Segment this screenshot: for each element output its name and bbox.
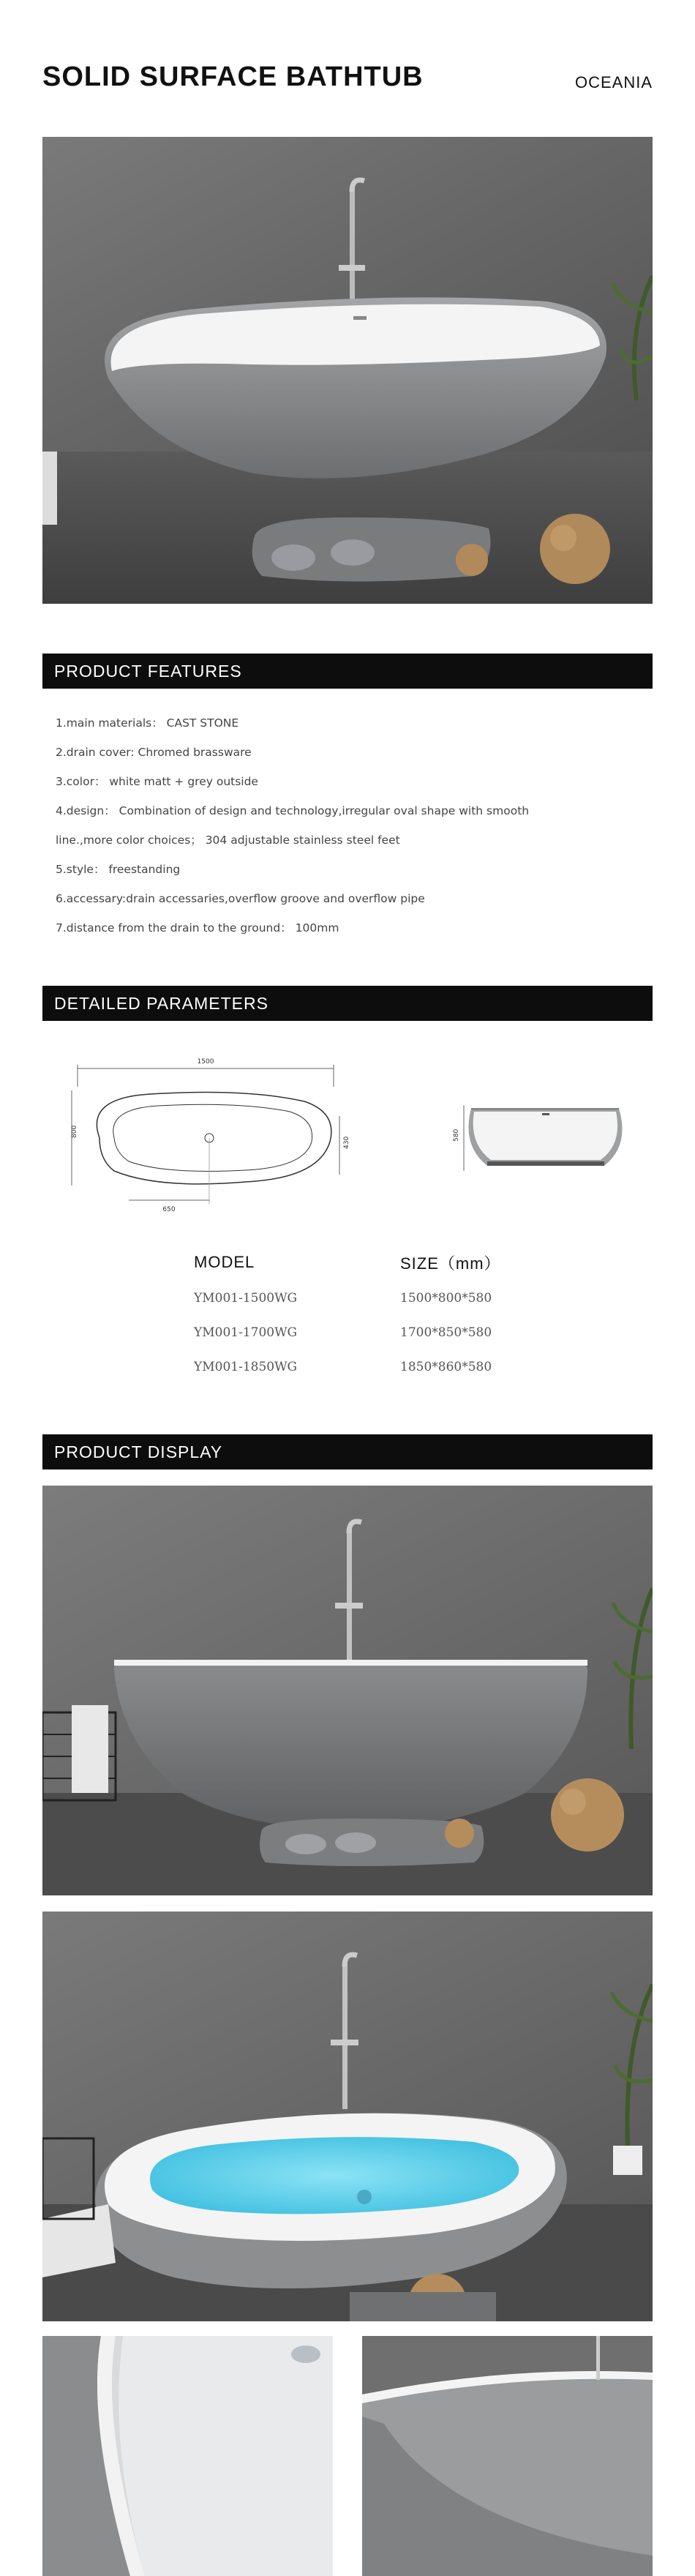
height-dimension-label: 800 [71, 1125, 78, 1138]
side-height-dimension-label: 580 [453, 1128, 460, 1142]
feature-line: 3.color： white matt + grey outside [56, 775, 258, 788]
feature-line: 4.design： Combination of design and technology,irregular oval shape with smooth [56, 804, 530, 817]
feature-line: 5.style： freestanding [56, 863, 181, 876]
table-row [194, 1315, 574, 1349]
features-section-bar: PRODUCT FEATURES [42, 654, 653, 689]
model-cell: YM001-1850WG [194, 1359, 298, 1374]
length-dimension-label: 1500 [197, 1058, 214, 1066]
top-view-drawing [71, 1058, 350, 1213]
dimension-diagram [70, 1050, 641, 1218]
size-cell: 1850*860*580 [400, 1359, 492, 1374]
table-row [194, 1349, 574, 1384]
feature-line: 1.main materials： CAST STONE [56, 716, 239, 730]
feature-line: 7.distance from the drain to the ground： 100mm [56, 921, 339, 935]
size-column-header: SIZE（mm） [400, 1254, 501, 1273]
feature-line: 2.drain cover: Chromed brassware [56, 746, 252, 759]
model-column-header: MODEL [194, 1253, 255, 1271]
display-photo-side [42, 1486, 653, 1895]
inner-dimension-label: 430 [343, 1136, 350, 1149]
brand-name: OCEANIA [574, 73, 653, 91]
page-title: SOLID SURFACE BATHTUB [42, 61, 424, 92]
display-section-bar: PRODUCT DISPLAY [42, 1434, 653, 1469]
size-cell: 1500*800*580 [400, 1290, 492, 1306]
hero-bathtub-photo [42, 137, 653, 604]
model-cell: YM001-1700WG [194, 1325, 298, 1340]
drain-dimension-label: 650 [162, 1206, 176, 1213]
model-cell: YM001-1500WG [194, 1290, 298, 1306]
features-list [56, 708, 641, 943]
display-photo-water [42, 1912, 653, 2321]
feature-line: 6.accessary:drain accessaries,overflow groove and overflow pipe [56, 892, 425, 905]
page-header [42, 61, 653, 105]
feature-line: line.,more color choices； 304 adjustable stainless steel feet [56, 834, 400, 847]
parameters-section-bar: DETAILED PARAMETERS [42, 986, 653, 1021]
detail-photo-rim [362, 2336, 653, 2576]
side-view-drawing [453, 1105, 623, 1171]
size-cell: 1700*850*580 [400, 1325, 492, 1340]
spec-table [194, 1244, 574, 1384]
detail-photo-drain [42, 2336, 333, 2576]
table-row [194, 1281, 574, 1315]
spec-table-header [194, 1244, 574, 1281]
